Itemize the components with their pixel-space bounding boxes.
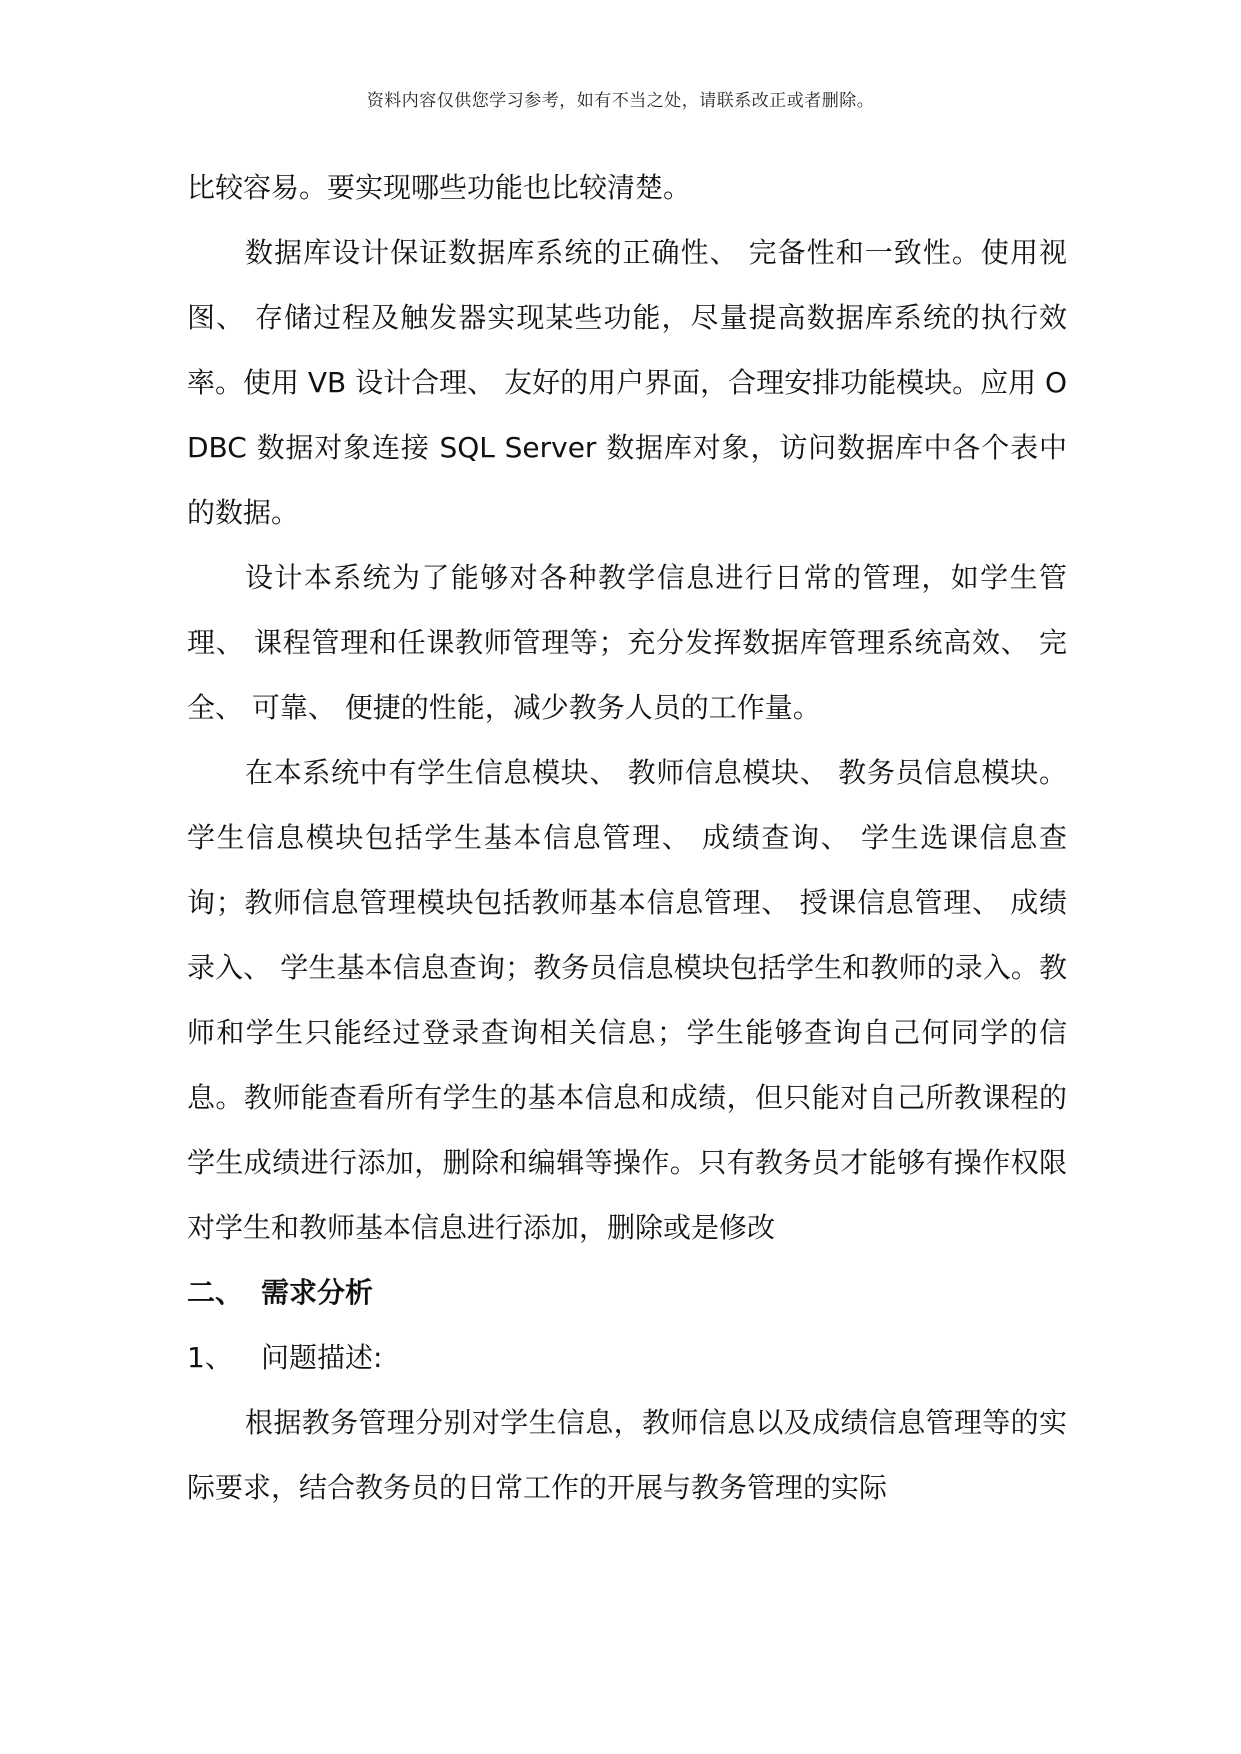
- paragraph-continued: 比较容易。要实现哪些功能也比较清楚。: [187, 171, 692, 204]
- section-title: 需求分析: [261, 1276, 374, 1309]
- paragraph-system-purpose: 设计本系统为了能够对各种教学信息进行日常的管理，如学生管理、 课程管理和任课教师管理等；充分发挥数据库管理系统高效、 完全、 可靠、 便捷的性能，减少教务人员的工作量。: [187, 561, 1067, 724]
- section-number: 二、: [187, 1276, 244, 1309]
- document-body: [187, 155, 1067, 1520]
- paragraph-database-design: 数据库设计保证数据库系统的正确性、 完备性和一致性。使用视图、 存储过程及触发器实现某些功能，尽量提高数据库系统的执行效率。使用 VB 设计合理、 友好的用户界面，合理安排功能模块。应用 ODBC 数据对象连接 SQL Server 数据库对象，访问数据库中各个表中的数据。: [187, 236, 1068, 529]
- subsection-title: 问题描述:: [261, 1341, 383, 1374]
- page-header-notice: 资料内容仅供您学习参考，如有不当之处，请联系改正或者删除。: [366, 91, 875, 111]
- paragraph-system-modules: 在本系统中有学生信息模块、 教师信息模块、 教务员信息模块。学生信息模块包括学生基本信息管理、 成绩查询、 学生选课信息查询；教师信息管理模块包括教师基本信息管理、 授课信息管理、 成绩录入、 学生基本信息查询；教务员信息模块包括学生和教师的录入。教师和学生只能经过登录查询相关信息；学生能够查询自己何同学的信息。教师能查看所有学生的基本信息和成绩，但只能对自己所教课程的学生成绩进行添加，删除和编辑等操作。只有教务员才能够有操作权限对学生和教师基本信息进行添加，删除或是修改: [187, 756, 1067, 1244]
- section-heading-requirements: [187, 1260, 1067, 1325]
- subsection-heading-problem: [187, 1325, 1067, 1390]
- paragraph-problem-description: 根据教务管理分别对学生信息，教师信息以及成绩信息管理等的实际要求，结合教务员的日常工作的开展与教务管理的实际: [187, 1406, 1067, 1504]
- subsection-number: 1、: [187, 1341, 233, 1374]
